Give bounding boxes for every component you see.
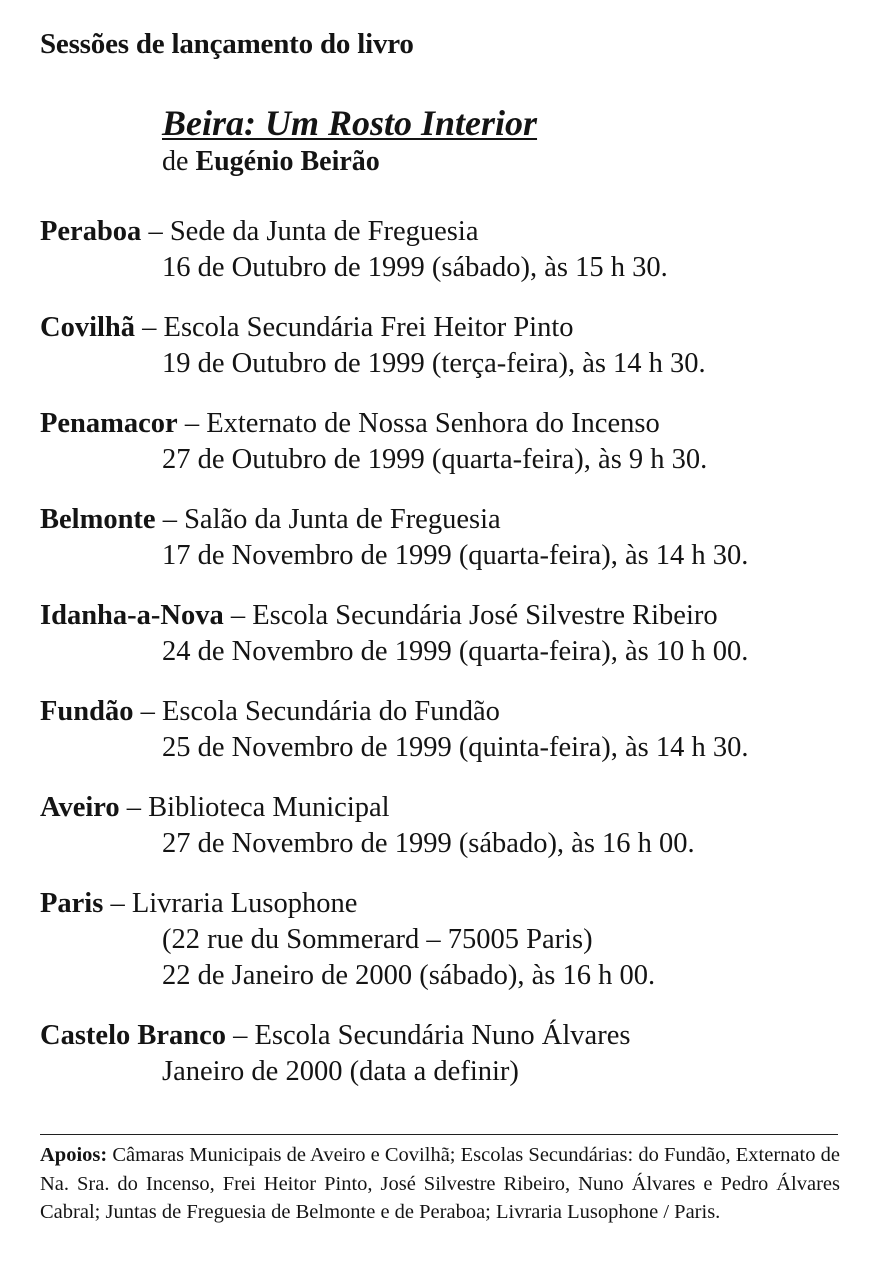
session-venue: Escola Secundária do Fundão: [161, 696, 500, 727]
session-separator: –: [119, 792, 149, 823]
session-header: [40, 502, 850, 538]
session-item: [40, 1018, 850, 1090]
session-item: [40, 790, 850, 862]
session-date: 27 de Outubro de 1999 (quarta-feira), às 9 h 30.: [162, 444, 708, 475]
session-separator: –: [155, 504, 185, 535]
session-city: Covilhã: [40, 312, 136, 343]
session-date: 25 de Novembro de 1999 (quinta-feira), às 14 h 30.: [162, 732, 749, 763]
book-byline: [162, 146, 380, 178]
session-venue: Escola Secundária José Silvestre Ribeiro: [252, 600, 718, 631]
session-separator: –: [226, 1020, 255, 1051]
session-item: [40, 310, 850, 382]
session-city: Aveiro: [40, 792, 120, 823]
session-item: [40, 694, 850, 766]
session-item: [40, 502, 850, 574]
session-date: 16 de Outubro de 1999 (sábado), às 15 h 30.: [162, 252, 668, 283]
footer-divider: [40, 1134, 838, 1135]
session-header: [40, 406, 850, 442]
session-item: [40, 598, 850, 670]
session-header: [40, 1018, 850, 1054]
session-city: Castelo Branco: [40, 1020, 227, 1051]
session-venue: Sede da Junta de Freguesia: [169, 216, 479, 247]
session-header: [40, 310, 850, 346]
session-date: 22 de Janeiro de 2000 (sábado), às 16 h 00.: [162, 960, 656, 991]
supports-note: [40, 1141, 840, 1227]
session-date: 19 de Outubro de 1999 (terça-feira), às 14 h 30.: [162, 348, 706, 379]
supports-label: Apoios:: [40, 1144, 108, 1166]
session-header: [40, 790, 850, 826]
session-header: [40, 598, 850, 634]
book-author: Eugénio Beirão: [195, 146, 380, 177]
session-city: Peraboa: [40, 216, 142, 247]
session-header: [40, 886, 850, 922]
session-item: [40, 886, 850, 994]
session-venue: Biblioteca Municipal: [148, 792, 390, 823]
session-header: [40, 694, 850, 730]
page-heading: Sessões de lançamento do livro: [40, 28, 414, 60]
session-separator: –: [177, 408, 207, 439]
session-date: 17 de Novembro de 1999 (quarta-feira), às 14 h 30.: [162, 540, 749, 571]
session-city: Fundão: [40, 696, 134, 727]
book-title: Beira: Um Rosto Interior: [162, 103, 538, 143]
session-separator: –: [133, 696, 162, 727]
session-venue: Livraria Lusophone: [131, 888, 358, 919]
session-date: Janeiro de 2000 (data a definir): [162, 1056, 519, 1087]
session-city: Idanha-a-Nova: [40, 600, 224, 631]
session-separator: –: [103, 888, 132, 919]
session-address: (22 rue du Sommerard – 75005 Paris): [162, 924, 593, 955]
session-date: 27 de Novembro de 1999 (sábado), às 16 h 00.: [162, 828, 695, 859]
session-header: [40, 214, 850, 250]
session-venue: Externato de Nossa Senhora do Incenso: [206, 408, 660, 439]
session-city: Paris: [40, 888, 104, 919]
session-date: 24 de Novembro de 1999 (quarta-feira), às 10 h 00.: [162, 636, 749, 667]
session-separator: –: [135, 312, 164, 343]
session-separator: –: [141, 216, 170, 247]
session-item: [40, 214, 850, 286]
session-separator: –: [223, 600, 253, 631]
session-city: Belmonte: [40, 504, 156, 535]
supports-text: Câmaras Municipais de Aveiro e Covilhã; Escolas Secundárias: do Fundão, Externato de Na. Sra. do Incenso, Frei Heitor Pinto, José Silvestre Ribeiro, Nuno Álvares e Pedro Álvares Cabral; Juntas de Freguesia de Belmonte e de Peraboa; Livraria Lusophone / Paris.: [40, 1144, 840, 1223]
session-list: [40, 214, 850, 1114]
session-city: Penamacor: [40, 408, 178, 439]
session-venue: Escola Secundária Nuno Álvares: [254, 1020, 631, 1051]
session-venue: Escola Secundária Frei Heitor Pinto: [163, 312, 574, 343]
session-item: [40, 406, 850, 478]
session-venue: Salão da Junta de Freguesia: [184, 504, 501, 535]
byline-prefix: de: [162, 146, 189, 177]
